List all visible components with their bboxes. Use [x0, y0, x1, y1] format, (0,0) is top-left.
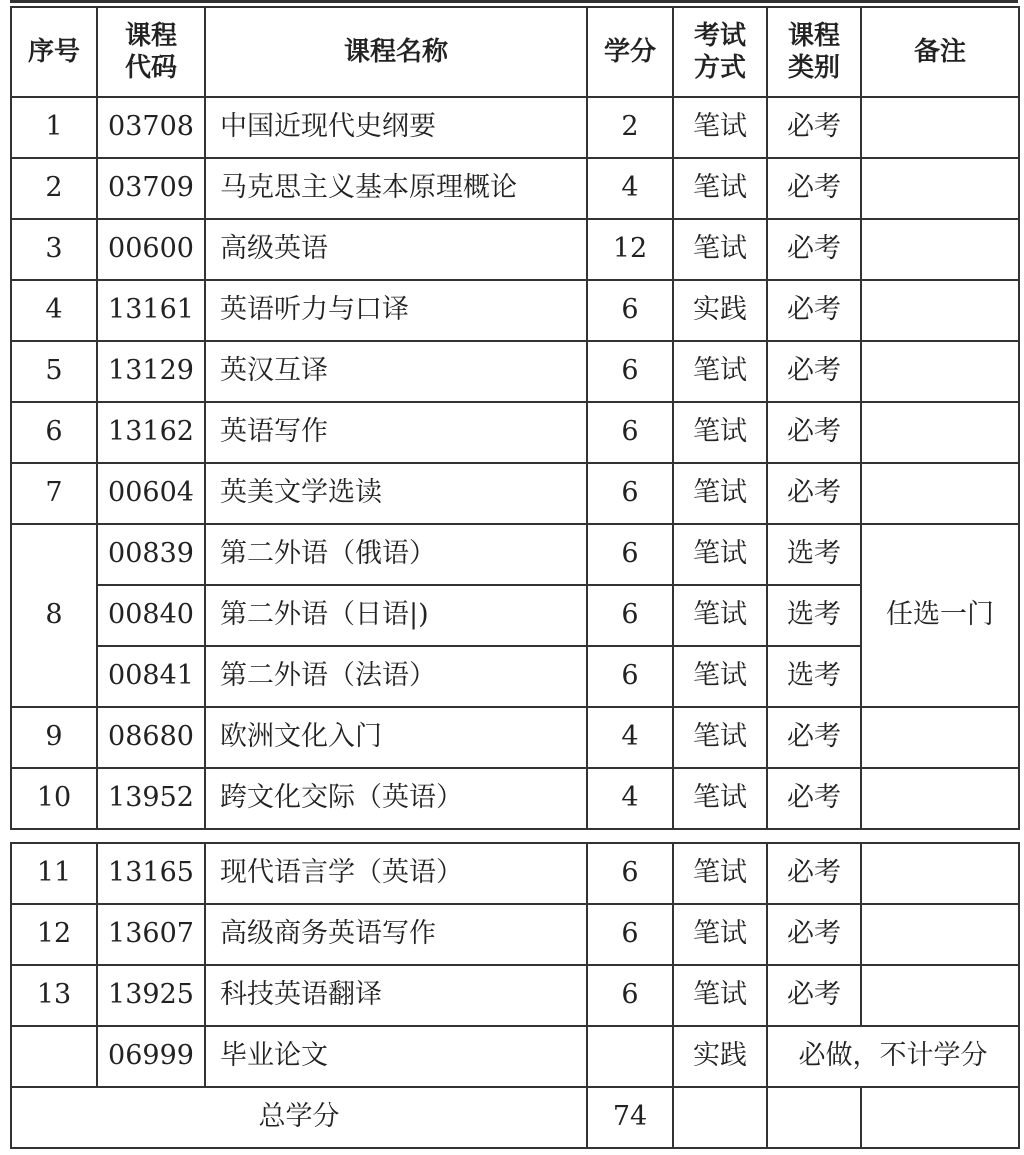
cell-name: 科技英语翻译 — [205, 965, 587, 1026]
cell-code: 13129 — [97, 341, 205, 402]
cell-note — [861, 707, 1019, 768]
cell-category: 必考 — [767, 219, 861, 280]
cell-code: 03708 — [97, 97, 205, 158]
cell-index: 7 — [11, 463, 97, 524]
header-note: 备注 — [861, 7, 1019, 97]
header-row — [11, 7, 1019, 97]
total-row — [11, 1087, 1019, 1148]
course-table-bottom — [10, 842, 1020, 1149]
cell-thesis-note: 必做，不计学分 — [767, 1026, 1019, 1087]
cell-note — [861, 280, 1019, 341]
cell-index: 3 — [11, 219, 97, 280]
cell-name: 马克思主义基本原理概论 — [205, 158, 587, 219]
cell-exam: 笔试 — [673, 219, 767, 280]
cell-credit: 6 — [587, 843, 673, 904]
cell-credit: 6 — [587, 402, 673, 463]
cell-note — [861, 219, 1019, 280]
cell-code: 13162 — [97, 402, 205, 463]
table-row-group8 — [11, 524, 1019, 585]
cell-credit: 6 — [587, 341, 673, 402]
table-row — [11, 463, 1019, 524]
cell-credit: 6 — [587, 280, 673, 341]
cell-category: 选考 — [767, 585, 861, 646]
table-row — [11, 904, 1019, 965]
cell-empty — [673, 1087, 767, 1148]
cell-credit: 6 — [587, 965, 673, 1026]
cell-index — [11, 1026, 97, 1087]
cell-index: 11 — [11, 843, 97, 904]
cell-code: 13952 — [97, 768, 205, 829]
cell-exam: 笔试 — [673, 904, 767, 965]
cell-credit: 4 — [587, 158, 673, 219]
cell-index: 12 — [11, 904, 97, 965]
cell-note — [861, 768, 1019, 829]
cell-code: 00840 — [97, 585, 205, 646]
cell-exam: 笔试 — [673, 524, 767, 585]
cell-exam: 笔试 — [673, 402, 767, 463]
header-code — [97, 7, 205, 97]
cell-exam: 笔试 — [673, 463, 767, 524]
top-rule — [10, 0, 1018, 3]
cell-credit — [587, 1026, 673, 1087]
cell-credit: 6 — [587, 585, 673, 646]
cell-code: 00841 — [97, 646, 205, 707]
header-code-text: 课程 代码 — [124, 20, 177, 83]
table-row — [11, 97, 1019, 158]
header-name: 课程名称 — [205, 7, 587, 97]
cell-exam: 笔试 — [673, 341, 767, 402]
cell-category: 必考 — [767, 965, 861, 1026]
cell-note — [861, 904, 1019, 965]
header-exam-mode-text: 考试 方式 — [693, 20, 746, 83]
cell-note — [861, 97, 1019, 158]
cell-credit: 12 — [587, 219, 673, 280]
cell-index: 13 — [11, 965, 97, 1026]
table-row — [11, 341, 1019, 402]
cell-code: 08680 — [97, 707, 205, 768]
table-row — [11, 843, 1019, 904]
table-row — [11, 280, 1019, 341]
cell-index: 2 — [11, 158, 97, 219]
cell-code: 00600 — [97, 219, 205, 280]
cell-index: 10 — [11, 768, 97, 829]
cell-credit: 6 — [587, 646, 673, 707]
total-value: 74 — [587, 1087, 673, 1148]
cell-name: 现代语言学（英语） — [205, 843, 587, 904]
total-label: 总学分 — [11, 1087, 587, 1148]
header-credit: 学分 — [587, 7, 673, 97]
table-row — [11, 219, 1019, 280]
header-category — [767, 7, 861, 97]
cell-exam: 笔试 — [673, 843, 767, 904]
cell-note — [861, 843, 1019, 904]
cell-category: 必考 — [767, 463, 861, 524]
cell-exam: 笔试 — [673, 965, 767, 1026]
cell-name: 英汉互译 — [205, 341, 587, 402]
cell-credit: 2 — [587, 97, 673, 158]
cell-name: 英语写作 — [205, 402, 587, 463]
cell-name: 高级英语 — [205, 219, 587, 280]
cell-note — [861, 402, 1019, 463]
cell-index: 6 — [11, 402, 97, 463]
cell-category: 必考 — [767, 707, 861, 768]
cell-index: 4 — [11, 280, 97, 341]
table-row — [11, 158, 1019, 219]
cell-exam: 笔试 — [673, 158, 767, 219]
cell-index-group: 8 — [11, 524, 97, 707]
cell-exam: 笔试 — [673, 646, 767, 707]
cell-name: 跨文化交际（英语） — [205, 768, 587, 829]
table-row — [11, 768, 1019, 829]
thesis-row — [11, 1026, 1019, 1087]
cell-credit: 4 — [587, 707, 673, 768]
cell-name: 欧洲文化入门 — [205, 707, 587, 768]
cell-category: 必考 — [767, 280, 861, 341]
cell-category: 必考 — [767, 768, 861, 829]
cell-category: 必考 — [767, 904, 861, 965]
cell-exam: 笔试 — [673, 707, 767, 768]
cell-code: 03709 — [97, 158, 205, 219]
cell-name: 第二外语（俄语） — [205, 524, 587, 585]
cell-exam: 笔试 — [673, 768, 767, 829]
cell-name: 第二外语（法语） — [205, 646, 587, 707]
table-row — [11, 402, 1019, 463]
cell-name: 第二外语（日语|) — [205, 585, 587, 646]
table-row — [11, 707, 1019, 768]
cell-index: 5 — [11, 341, 97, 402]
header-exam-mode — [673, 7, 767, 97]
cell-category: 选考 — [767, 524, 861, 585]
cell-category: 选考 — [767, 646, 861, 707]
cell-category: 必考 — [767, 843, 861, 904]
cell-credit: 4 — [587, 768, 673, 829]
cell-code: 00839 — [97, 524, 205, 585]
table-row — [11, 965, 1019, 1026]
cell-name: 中国近现代史纲要 — [205, 97, 587, 158]
cell-credit: 6 — [587, 524, 673, 585]
cell-exam: 笔试 — [673, 97, 767, 158]
cell-code: 06999 — [97, 1026, 205, 1087]
cell-note — [861, 463, 1019, 524]
cell-exam: 笔试 — [673, 585, 767, 646]
cell-empty — [767, 1087, 861, 1148]
cell-category: 必考 — [767, 402, 861, 463]
header-index: 序号 — [11, 7, 97, 97]
cell-index: 9 — [11, 707, 97, 768]
cell-index: 1 — [11, 97, 97, 158]
cell-note-group: 任选一门 — [861, 524, 1019, 707]
cell-empty — [861, 1087, 1019, 1148]
cell-note — [861, 158, 1019, 219]
cell-exam: 实践 — [673, 280, 767, 341]
cell-code: 13925 — [97, 965, 205, 1026]
cell-category: 必考 — [767, 97, 861, 158]
course-table-top — [10, 6, 1020, 830]
header-category-text: 课程 类别 — [787, 20, 840, 83]
cell-category: 必考 — [767, 341, 861, 402]
cell-note — [861, 965, 1019, 1026]
cell-name: 英语听力与口译 — [205, 280, 587, 341]
cell-credit: 6 — [587, 904, 673, 965]
cell-code: 13165 — [97, 843, 205, 904]
cell-code: 13161 — [97, 280, 205, 341]
cell-name: 高级商务英语写作 — [205, 904, 587, 965]
cell-name: 毕业论文 — [205, 1026, 587, 1087]
cell-name: 英美文学选读 — [205, 463, 587, 524]
cell-code: 13607 — [97, 904, 205, 965]
cell-exam: 实践 — [673, 1026, 767, 1087]
cell-note — [861, 341, 1019, 402]
cell-credit: 6 — [587, 463, 673, 524]
cell-code: 00604 — [97, 463, 205, 524]
cell-category: 必考 — [767, 158, 861, 219]
